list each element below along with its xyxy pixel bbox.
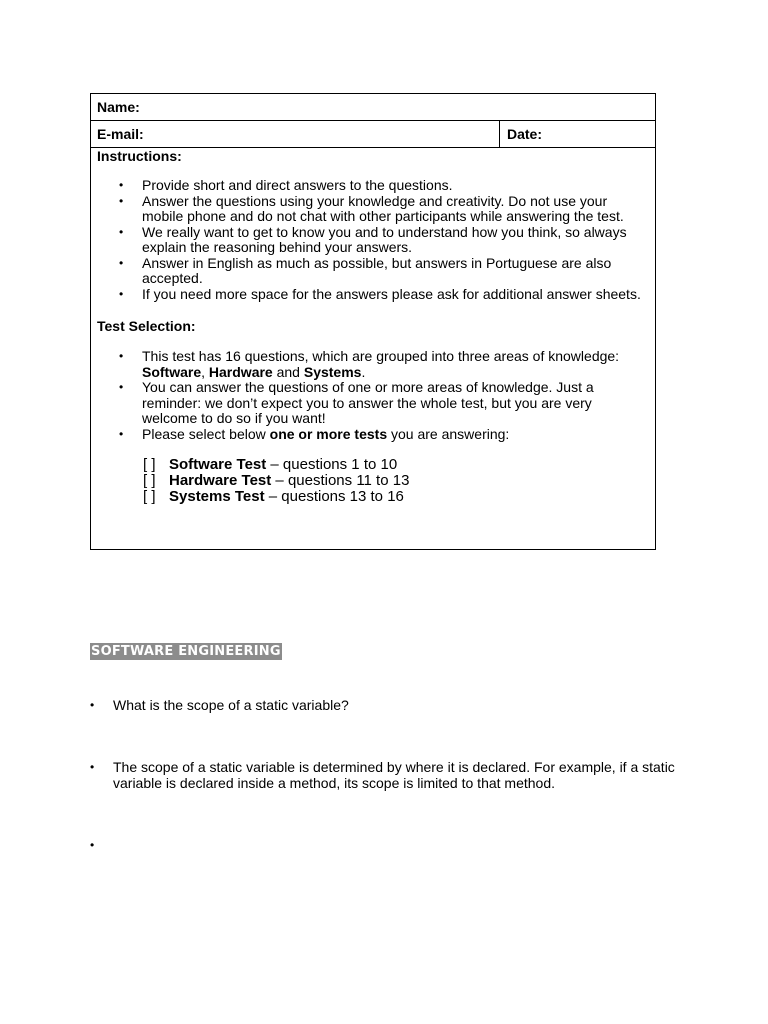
bullet: • bbox=[119, 193, 124, 208]
bullet: • bbox=[90, 698, 95, 712]
instructions-heading: Instructions: bbox=[97, 148, 182, 164]
selection-item: • You can answer the questions of one or more areas of knowledge. Just a reminder: we don’t expect you to answer the whole test, but you are very welcome to do so if you want! bbox=[119, 379, 594, 426]
selection-item: • Please select below one or more tests you are answering: bbox=[119, 425, 510, 442]
bullet: • bbox=[119, 426, 124, 441]
software-test-option[interactable]: [ ] Software Test – questions 1 to 10 bbox=[143, 456, 398, 473]
email-label: E-mail: bbox=[97, 126, 144, 142]
date-cell bbox=[499, 121, 657, 147]
instruction-item: • We really want to get to know you and to understand how you think, so always explain the reasoning behind your answers. bbox=[119, 223, 627, 255]
bullet: • bbox=[119, 286, 124, 301]
selection-list bbox=[91, 349, 655, 442]
question-text: What is the scope of a static variable? bbox=[113, 697, 349, 713]
systems-test-option[interactable]: [ ] Systems Test – questions 13 to 16 bbox=[143, 488, 404, 505]
section-heading: SOFTWARE ENGINEERING bbox=[91, 644, 281, 659]
checkbox[interactable]: [ ] bbox=[143, 472, 156, 489]
checkbox[interactable]: [ ] bbox=[143, 456, 156, 473]
answer-text: The scope of a static variable is determined by where it is declared. For example, if a static variable is declared inside a method, its scope is limited to that method. bbox=[113, 759, 675, 791]
test-selection-heading: Test Selection: bbox=[97, 318, 196, 334]
instruction-item: • Provide short and direct answers to the questions. bbox=[119, 177, 453, 193]
bullet: • bbox=[90, 838, 95, 852]
question-item bbox=[90, 698, 680, 714]
date-label: Date: bbox=[507, 126, 543, 142]
name-label: Name: bbox=[97, 99, 140, 115]
name-row bbox=[91, 94, 655, 121]
test-checklist bbox=[143, 457, 409, 505]
bullet: • bbox=[119, 380, 124, 394]
instruction-item: • Answer the questions using your knowledge and creativity. Do not use your mobile phone and do not chat with other participants while answering the test. bbox=[119, 192, 624, 224]
answer-item bbox=[90, 760, 680, 791]
checkbox[interactable]: [ ] bbox=[143, 488, 156, 505]
bullet: • bbox=[119, 178, 124, 192]
bullet: • bbox=[119, 224, 124, 239]
bullet: • bbox=[119, 255, 124, 270]
hardware-test-option[interactable]: [ ] Hardware Test – questions 11 to 13 bbox=[143, 472, 410, 489]
instructions-list bbox=[91, 178, 655, 302]
selection-item: • This test has 16 questions, which are grouped into three areas of knowledge: Software, Hardware and Systems. bbox=[119, 348, 620, 380]
bullet: • bbox=[90, 760, 95, 774]
candidate-form bbox=[90, 93, 656, 550]
instruction-item: • If you need more space for the answers please ask for additional answer sheets. bbox=[119, 285, 641, 302]
instruction-item: • Answer in English as much as possible, but answers in Portuguese are also accepted. bbox=[119, 254, 612, 286]
email-row bbox=[91, 121, 655, 148]
bullet: • bbox=[119, 349, 124, 363]
